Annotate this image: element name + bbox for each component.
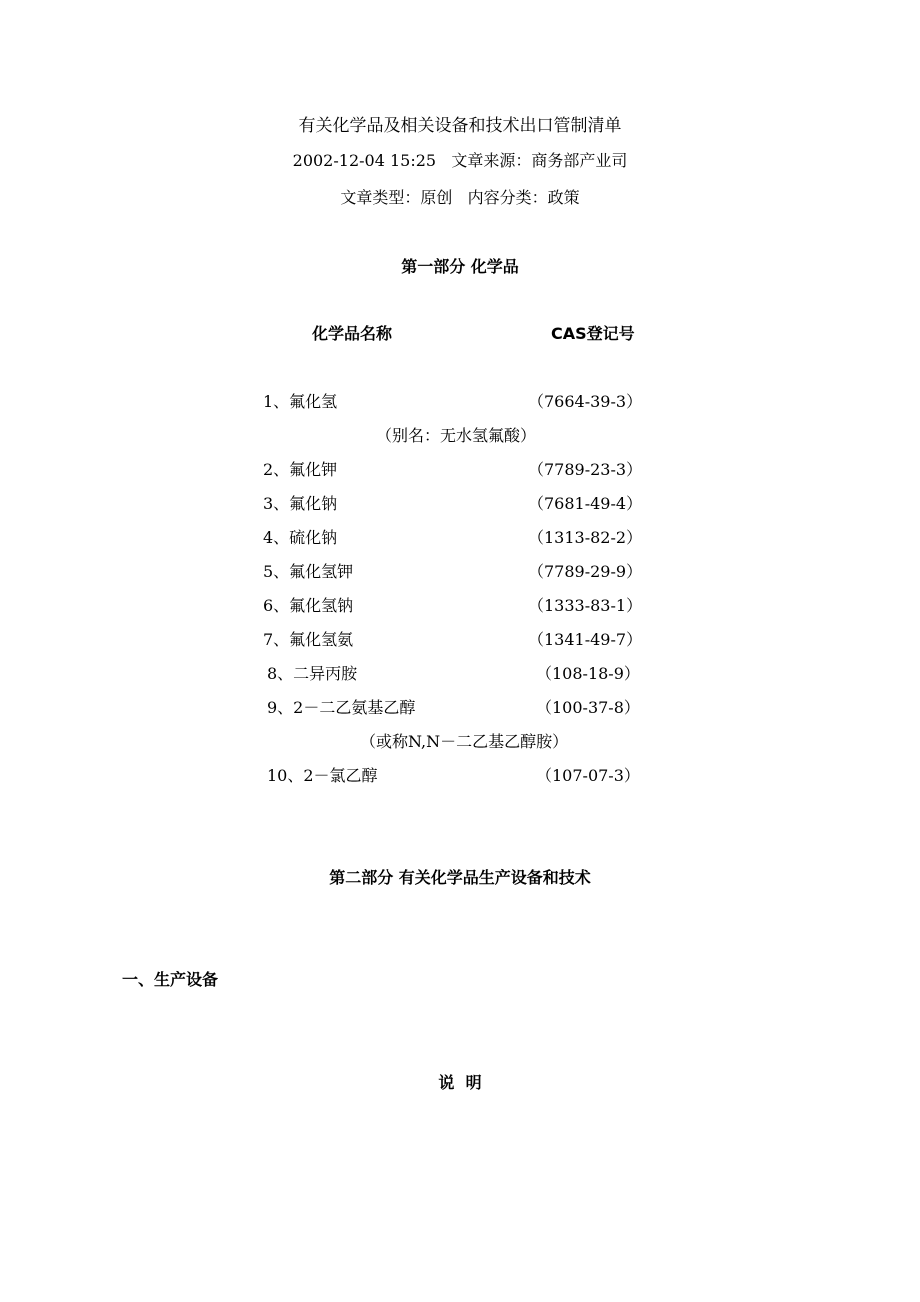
chemical-name: 2、氟化钾 xyxy=(263,460,338,479)
chemical-row xyxy=(0,695,920,717)
chemical-name: 5、氟化氢钾 xyxy=(263,562,354,581)
chemical-alias: （或称N,N－二乙基乙醇胺） xyxy=(360,732,569,751)
chemical-name: 7、氟化氢氨 xyxy=(263,630,354,649)
section-heading: 一、生产设备 xyxy=(122,970,219,989)
column-header-cas: CAS登记号 xyxy=(551,324,635,343)
part2-heading: 第二部分 有关化学品生产设备和技术 xyxy=(329,868,591,887)
chemical-name: 6、氟化氢钠 xyxy=(263,596,354,615)
chemical-row xyxy=(0,491,920,513)
cas-number: （108-18-9） xyxy=(536,664,640,683)
cas-number: （107-07-3） xyxy=(536,766,640,785)
chemical-alias: （别名：无水氢氟酸） xyxy=(376,426,537,445)
chemical-name: 10、2－氯乙醇 xyxy=(267,766,378,785)
cas-number: （1333-83-1） xyxy=(528,596,643,615)
chemical-row xyxy=(0,661,920,683)
chemical-name: 9、2－二乙氨基乙醇 xyxy=(267,698,416,717)
chemical-name: 1、氟化氢 xyxy=(263,392,338,411)
cas-number: （100-37-8） xyxy=(536,698,640,717)
chemical-row xyxy=(0,389,920,411)
chemical-row xyxy=(0,763,920,785)
column-header-name: 化学品名称 xyxy=(312,324,393,343)
cas-number: （1313-82-2） xyxy=(528,528,643,547)
cas-number: （7789-29-9） xyxy=(528,562,643,581)
chemical-name: 4、硫化钠 xyxy=(263,528,338,547)
explanation-heading: 说 明 xyxy=(438,1073,482,1092)
chemical-row xyxy=(0,593,920,615)
chemical-row xyxy=(0,559,920,581)
article-type-info: 文章类型：原创 内容分类：政策 xyxy=(340,188,580,207)
cas-number: （7664-39-3） xyxy=(528,392,643,411)
chemical-row xyxy=(0,525,920,547)
publish-info: 2002-12-04 15:25 文章来源：商务部产业司 xyxy=(292,151,628,170)
chemical-row xyxy=(0,627,920,649)
chemical-row xyxy=(0,457,920,479)
cas-number: （7681-49-4） xyxy=(528,494,643,513)
part1-heading: 第一部分 化学品 xyxy=(401,257,519,276)
cas-number: （7789-23-3） xyxy=(528,460,643,479)
document-title: 有关化学品及相关设备和技术出口管制清单 xyxy=(298,116,622,136)
chemical-name: 8、二异丙胺 xyxy=(267,664,358,683)
cas-number: （1341-49-7） xyxy=(528,630,643,649)
chemical-name: 3、氟化钠 xyxy=(263,494,338,513)
